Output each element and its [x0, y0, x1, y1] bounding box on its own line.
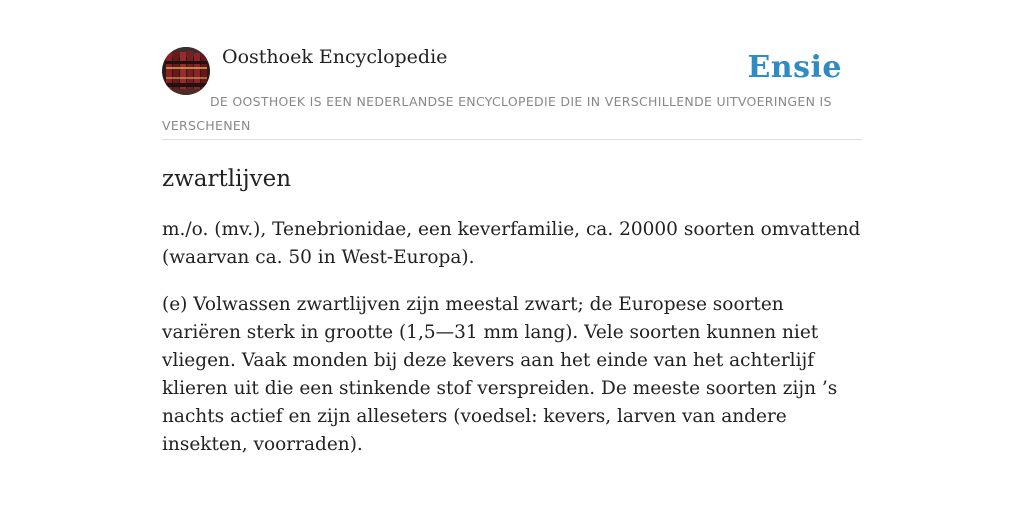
site-tagline: DE OOSTHOEK IS EEN NEDERLANDSE ENCYCLOPEDIE DIE IN VERSCHILLENDE UITVOERINGEN IS VERSCHENEN: [162, 94, 832, 133]
entry-paragraph: m./o. (mv.), Tenebrionidae, een keverfamilie, ca. 20000 soorten omvattend (waarvan ca. 50 in West-Europa).: [162, 219, 861, 268]
entry-content: [162, 160, 862, 459]
ensie-logo[interactable]: Ensie: [747, 50, 842, 85]
site-header: [162, 44, 862, 140]
entry-paragraph: (e) Volwassen zwartlijven zijn meestal zwart; de Europese soorten variëren sterk in grootte (1,5—31 mm lang). Vele soorten kunnen niet vliegen. Vaak monden bij deze kevers aan het einde van het achterlijf klieren uit die een stinkende stof verspreiden. De meeste soorten zijn ’s nachts actief en zijn alleseters (voedsel: kevers, larven van andere insekten, voorraden).: [162, 294, 838, 455]
entry-title: zwartlijven: [162, 166, 292, 192]
site-title[interactable]: Oosthoek Encyclopedie: [222, 46, 448, 68]
book-spines-icon[interactable]: [162, 47, 210, 95]
